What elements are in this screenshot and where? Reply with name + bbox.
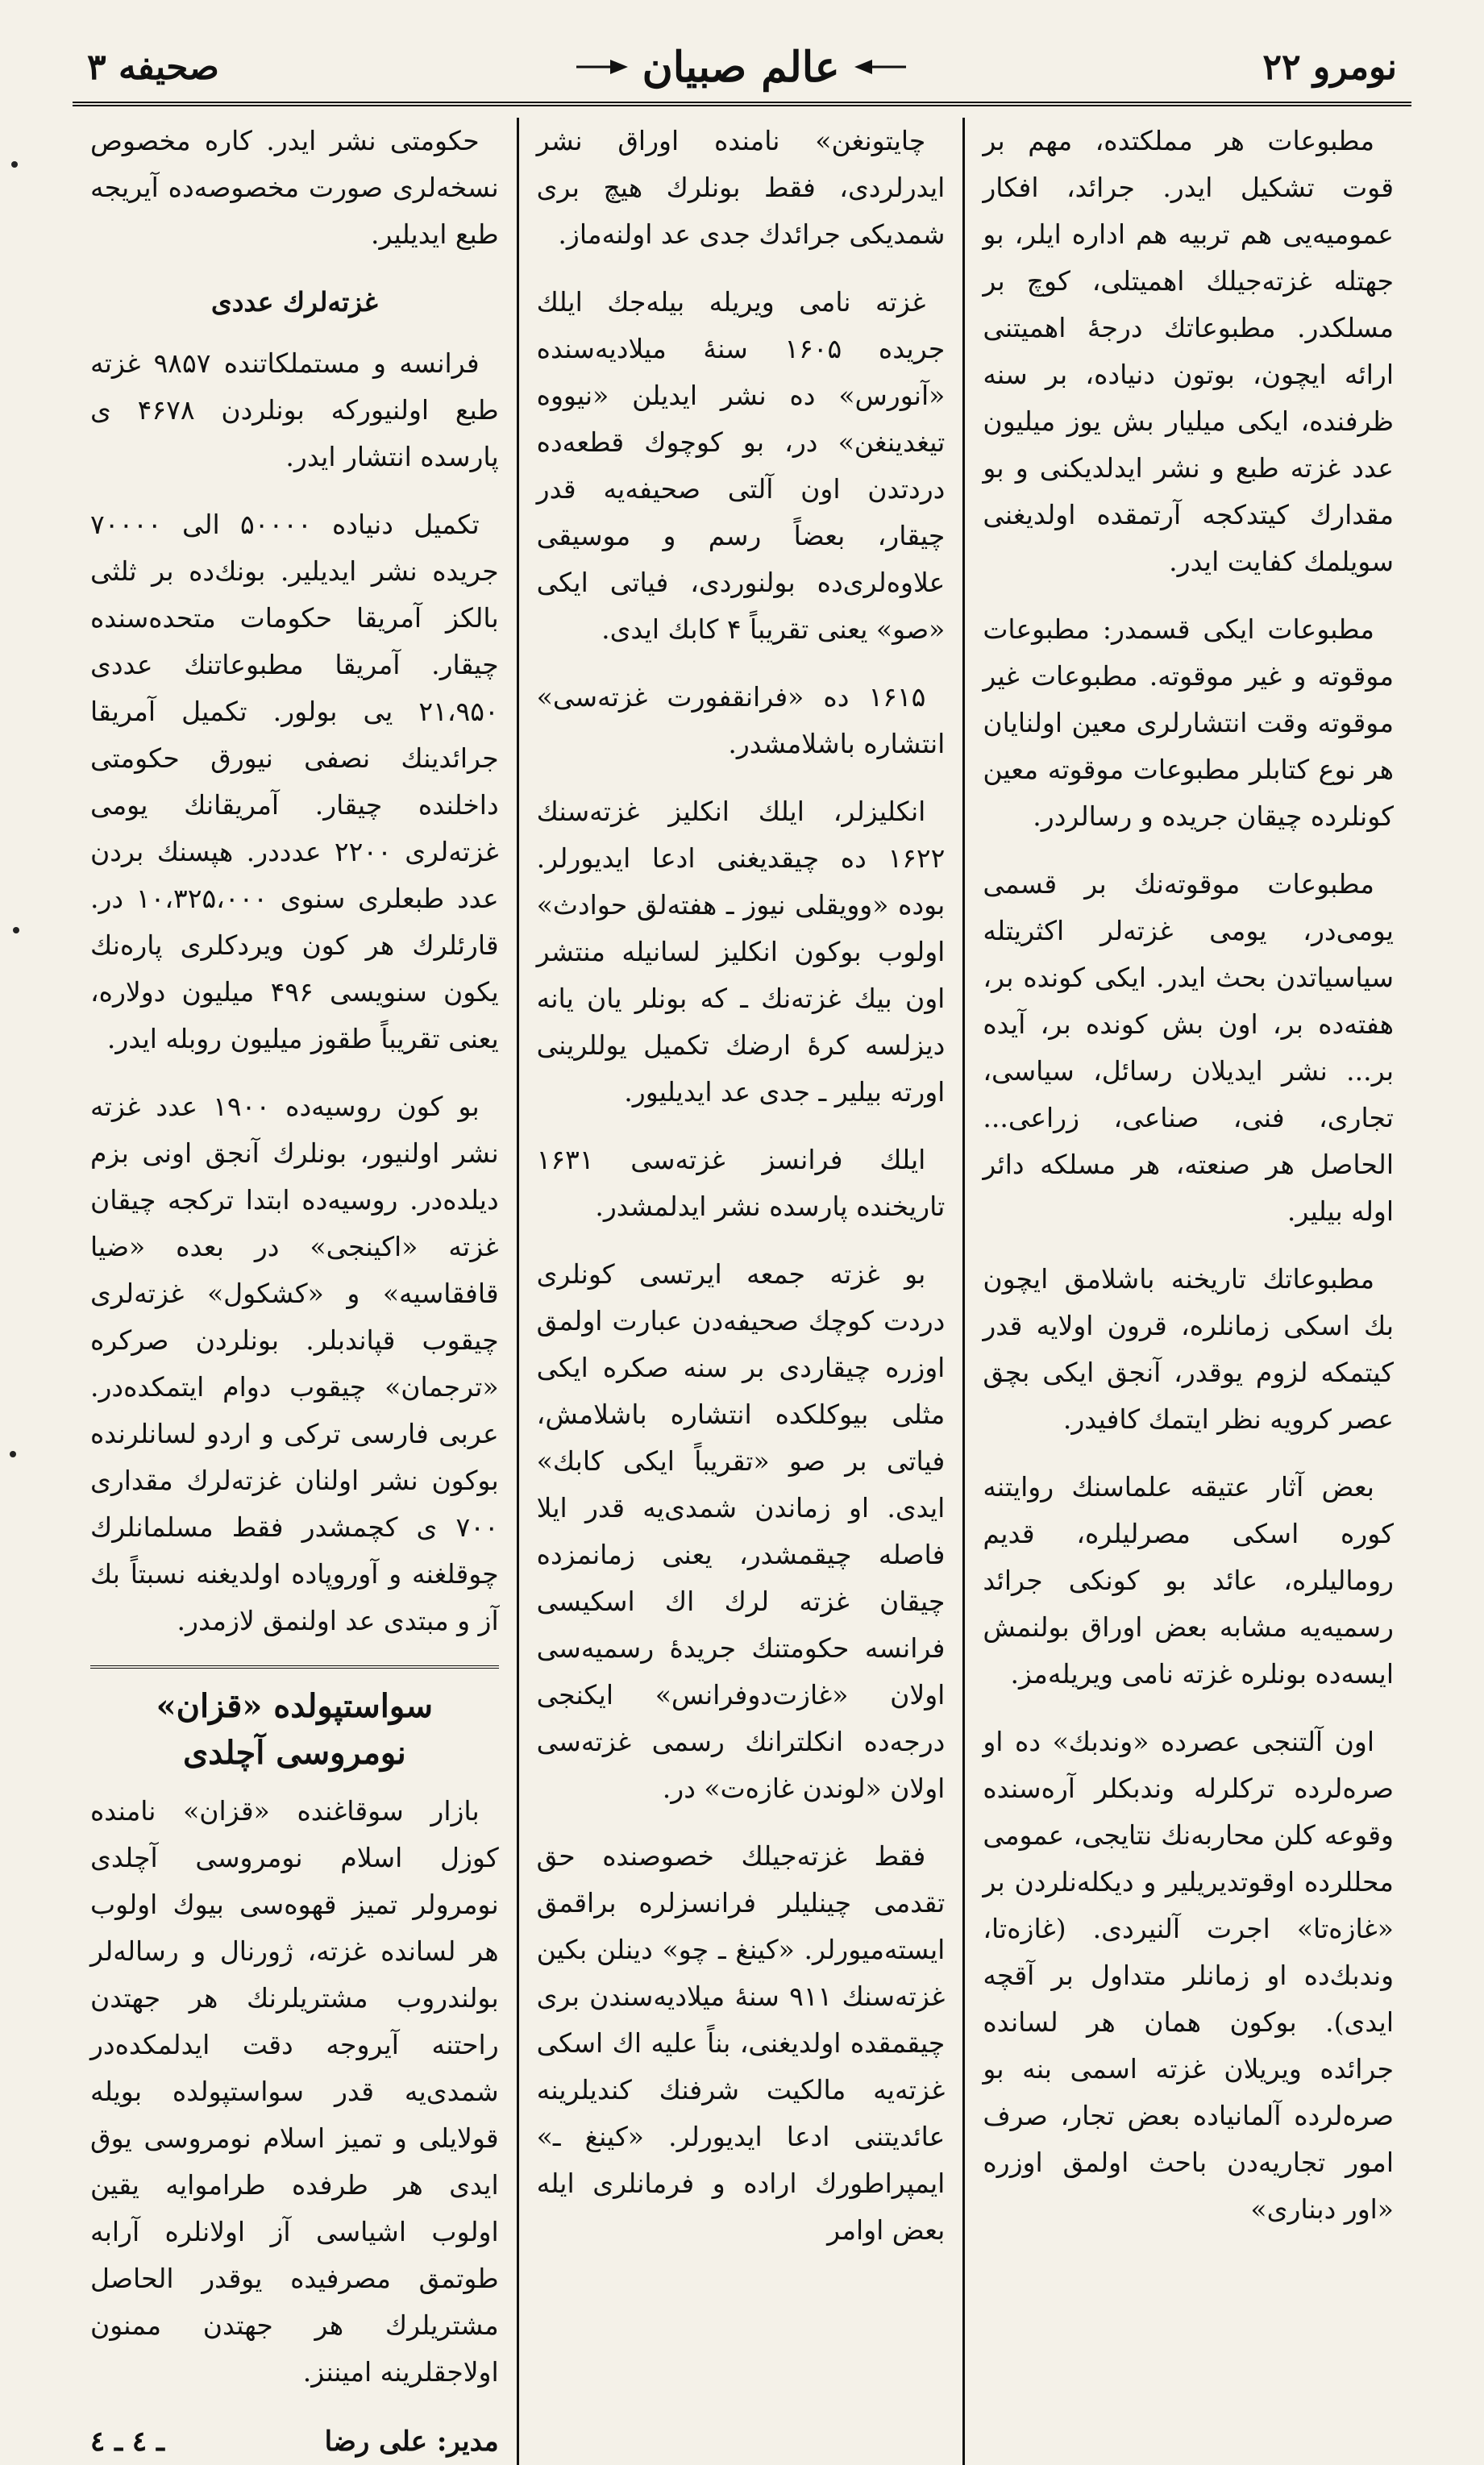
ornament-icon [576, 58, 628, 76]
margin-mark [10, 1451, 16, 1457]
editor-credit: مدير: على رضا [324, 2426, 499, 2458]
column-left [73, 118, 519, 2465]
page-footer [90, 2418, 499, 2465]
paragraph: مطبوعاتك تاريخنه باشلامق ايچون بك اسكى زمانلره، قرون اولايه قدر كيتمكه لزوم يوقدر، آنجق ايكى بچق عصر كرويه نظر ايتمك كافيدر. [983, 1263, 1394, 1435]
paragraph: مطبوعات هر مملكتده، مهم بر قوت تشكيل ايدر. جرائد، افكار عموميه‌يى هم تربيه هم اداره ايلر، بو جهتله غزته‌جيلك اهميتلى، كوچ بر مسلكدر. مطبوعاتك درجهٔ اهميتنى ارائه ايچون، بوتون دنياده، بر سنه ظرفنده، ايكى ميليار بش يوز ميليون عدد غزته طبع و نشر ايدلديكنى و بو مقدارك كيتدكجه آرتمقده اولديغنى سويلمك كفايت ايدر. [983, 125, 1394, 577]
masthead [576, 43, 906, 92]
divider [90, 1665, 499, 1669]
margin-mark [11, 161, 18, 168]
paragraph: حكومتى نشر ايدر. كاره مخصوص نسخه‌لرى صورت مخصوصه‌ده آيريجه طبع ايديلير. [90, 125, 499, 250]
paragraph: ايلك فرانسز غزته‌سى ۱۶۳۱ تاريخنده پارسده نشر ايدلمشدر. [536, 1144, 946, 1222]
section-subheading: غزته‌لرك عددى [210, 286, 378, 318]
margin-mark [13, 927, 19, 933]
paragraph: انكليزلر، ايلك انكليز غزته‌سنك ۱۶۲۲ ده چيقديغنى ادعا ايديورلر. بوده «وويقلى نيوز ـ هفته‌لق حوادث» اولوب بوكون انكليز لسانيله منتشر اون بيك غزته‌نك ـ كه بونلر يان يانه ديزلسه كرهٔ ارضك تكميل يوللرينى اورته بيلير ـ جدى عد ايديليور. [536, 796, 946, 1108]
paragraph: بو غزته جمعه ايرتسى كونلرى دردت كوچك صحيفه‌دن عبارت اولمق اوزره چيقاردى بر سنه صكره ايكى مثلى بيوكلكده انتشاره باشلامش، فياتى بر صو «تقريباً ايكى كابك» ايدى. او زماندن شمدى‌يه قدر ايلا فاصله چيقمشدر، يعنى زمانمزده چيقان غزته لرك اك اسكيسى فرانسه حكومتنك جريدهٔ رسميه‌سى اولان «غازت‌دوفرانس» ايكنجى درجه‌ده انكلترانك رسمى غزته‌سى اولان «لوندن غازه‌ت» در. [536, 1258, 946, 1804]
paragraph: بعض آثار عتيقه علماسنك روايتنه كوره اسكى مصرليلره، قديم روماليلره، عائد بو كونكى جرائد رسميه‌يه مشابه بعض اوراق بولنمش ايسه‌ده بونلره غزته نامى ويريله‌مز. [983, 1471, 1394, 1690]
paragraph: غزته نامى ويريله بيله‌جك ايلك جريده ۱۶۰۵ سنهٔ ميلاديه‌سنده «آنورس» ده نشر ايديلن «نيووه تيغدينغن» در، بو كوچوك قطعه‌ده دردتدن اون آلتى صحيفه‌يه قدر چيقار، بعضاً رسم و موسيقى علاوه‌لرى‌ده بولنوردى، فياتى ايكى «صو» يعنى تقريباً ۴ كابك ايدى. [536, 286, 946, 645]
paragraph: تكميل دنياده ۵۰۰۰۰ الى ۷۰۰۰۰ جريده نشر ايديلير. بونك‌ده بر ثلثى بالكز آمريقا حكومات متحده‌سنده چيقار. آمريقا مطبوعاتنك عددى ۲۱،۹۵۰ يى بولور. تكميل آمريقا جرائدينك نصفى نيورق حكومتى داخلنده چيقار. آمريقانك يومى غزته‌لرى ۲۲۰۰ عدددر. هپسنك بردن عدد طبعلرى سنوى ۱۰،۳۲۵،۰۰۰ در. قارئلرك هر كون ويردكلرى پاره‌نك يكون سنويسى ۴۹۶ ميليون دولاره، يعنى تقريباً طقوز ميليون روبله ايدر. [90, 509, 499, 1054]
paragraph: مطبوعات موقوته‌نك بر قسمى يومى‌در، يومى غزته‌لر اكثريتله سياسياتدن بحث ايدر. ايكى كونده بر، هفته‌ده بر، اون بش كونده بر، آيده بر... نشر ايديلان رسائل، سياسى، تجارى، فنى، صناعى، زراعى... الحاصل هر صنعته، هر مسلكه دائر اوله بيلير. [983, 868, 1394, 1227]
page-header [73, 32, 1411, 106]
paragraph: فرانسه و مستملكاتنده ۹۸۵۷ غزته طبع اولنيوركه بونلردن ۴۶۷۸ ى پارسده انتشار ايدر. [90, 347, 499, 472]
advertisement-title: سواستپولده «قزان» نومروسى آچلدى [156, 1687, 434, 1772]
column-middle [519, 118, 966, 2465]
paragraph: بو كون روسيه‌ده ۱۹۰۰ عدد غزته نشر اولنيور، بونلرك آنجق اونى بزم ديلده‌در. روسيه‌ده ابتدا تركجه چيقان غزته «اكينجى» در بعده «ضيا قافقاسيه» و «كشكول» غزته‌لرى چيقوب قپاندبلر. بونلردن صركره «ترجمان» چيقوب دوام ايتمكده‌در. عربى فارسى تركى و اردو لسانلرنده بوكون نشر اولنان غزته‌لرك مقدارى ۷۰۰ ى كچمشدر فقط مسلمانلرك چوقلغنه و آوروپاده اولديغنه نسبتاً بك آز و مبتدى عد اولنمق لازمدر. [90, 1091, 499, 1636]
paragraph: اون آلتنجى عصرده «وندبك» ده او صره‌لرده تركلرله وندبكلر آره‌سنده وقوعه كلن محاربه‌نك نتايجى، عمومى محللرده اوقوتديريلير و ديكله‌نلردن بر «غازه‌تا» اجرت آلنيردى. (غازه‌تا، وندبك‌ده او زمانلر متداول بر آقچه ايدى). بوكون همان هر لسانده جرائده ويريلان غزته اسمى بنه بو صره‌لرده آلمانياده بعض تجار، صرف امور تجاريه‌دن باحث اولمق اوزره «اور دبنارى» [983, 1726, 1394, 2225]
advertisement-text: بازار سوقاغنده «قزان» نامنده كوزل اسلام نومروسى آچلدى نومرولر تميز قهوه‌سى بيوك اولوب هر لسانده غزته، ژورنال و رساله‌لر بولندروب مشتريلرنك هر جهتدن راحتنه آيروجه دقت ايدلمكده‌در شمدى‌يه قدر سواستپولده بويله قولايلى و تميز اسلام نومروسى يوق ايدى هر طرفده طراموايه يقين اولوب اشياسى آز اولانلره آرابه طوتمق مصرفيده يوقدر الحاصل مشتريلرك هر جهتدن ممنون اولاجقلرينه اميننز. [90, 1795, 499, 2388]
newspaper-title: عالم صبيان [642, 42, 840, 92]
issue-number: نومرو ۲۲ [1262, 46, 1397, 88]
paragraph: مطبوعات ايكى قسمدر: مطبوعات موقوته و غير موقوته. مطبوعات غير موقوته وقت انتشارلرى معين اولنايان هر نوع كتابلر مطبوعات موقوته معين كونلرده چيقان جريده و رسالردر. [983, 613, 1394, 832]
footer-code: ـ ٤ ـ ٤ [90, 2426, 164, 2458]
paragraph: فقط غزته‌جيلك خصوصنده حق تقدمى چينليلر فرانسزلره براقمق ايسته‌ميورلر. «كينغ ـ چو» دينلن بكين غزته‌سنك ۹۱۱ سنهٔ ميلاديه‌سندن برى چيقمقده اولديغنى، بناً عليه اك اسكى غزته‌يه مالكيت شرفنك كنديلرينه عائديتنى ادعا ايديورلر. «كينغ ـ» ايمپراطورك اراده و فرمانلرى ايله بعض اوامر [536, 1840, 946, 2246]
page-label: صحيفه ۳ [87, 46, 219, 88]
column-right [965, 118, 1411, 2465]
ornament-icon [854, 58, 906, 76]
paragraph: ۱۶۱۵ ده «فرانقفورت غزته‌سى» انتشاره باشلامشدر. [536, 681, 946, 759]
paragraph: چايتونغن» نامنده اوراق نشر ايدرلردى، فقط بونلرك هيچ برى شمديكى جرائدك جدى عد اولنه‌ماز. [536, 125, 946, 250]
article-columns [73, 118, 1411, 2458]
